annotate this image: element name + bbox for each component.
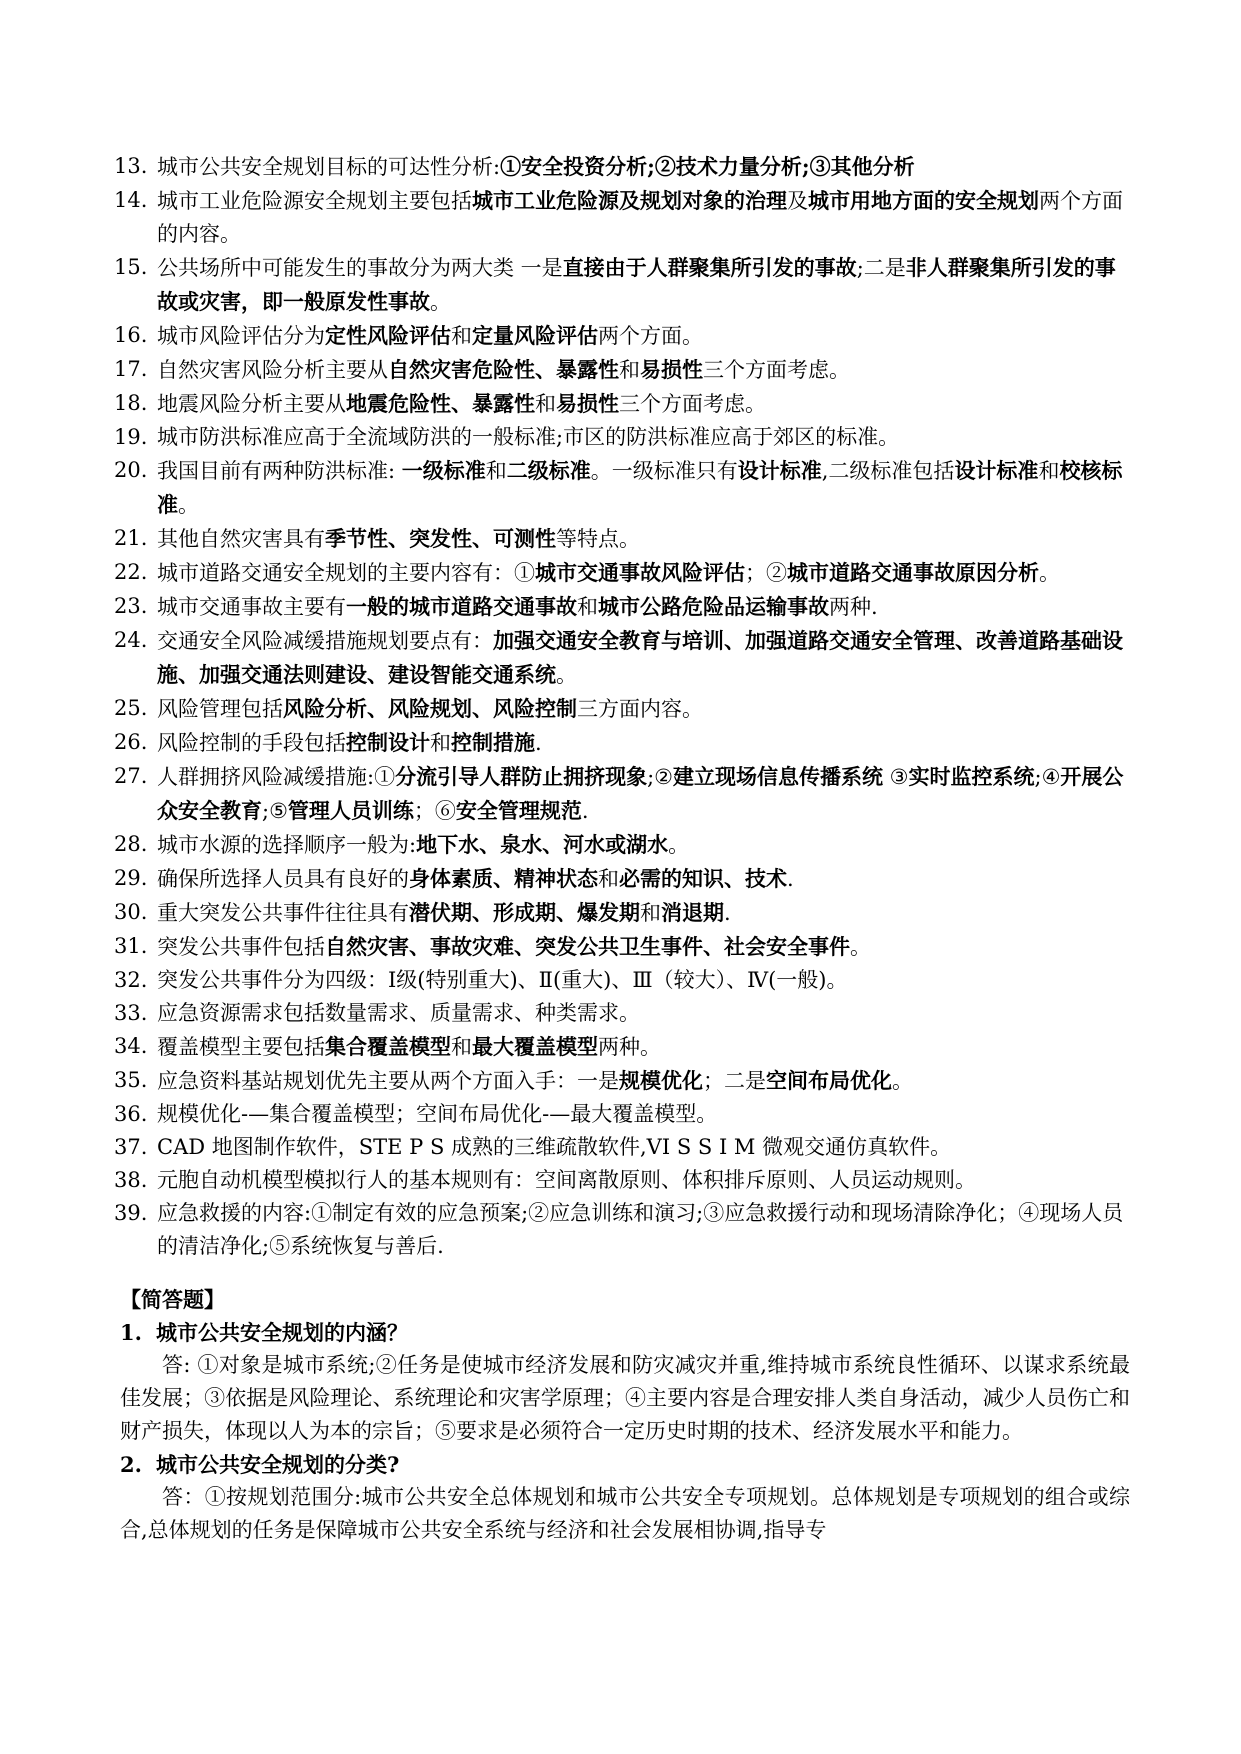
list-item: [0, 624, 1129, 692]
item-text: ,二级标准包括: [821, 459, 955, 483]
item-text: .: [535, 731, 542, 755]
item-number: 34.: [114, 1034, 148, 1058]
item-text: 重大突发公共事件往往具有: [157, 901, 409, 925]
item-text: 三方面内容。: [577, 697, 703, 721]
answer-text: 答: ①对象是城市系统;②任务是使城市经济发展和防灾减灾并重,维持城市系统良性循环、以谋求系统最佳发展；③依据是风险理论、系统理论和灾害学原理；④主要内容是合理安排人类自身活动，减少人员伤亡和财产损失，体现以人为本的宗旨；⑤要求是必须符合一定历史时期的技术、经济发展水平和能力。: [120, 1353, 1130, 1443]
item-number: 14.: [114, 188, 148, 212]
item-text: ；⑥: [413, 799, 456, 823]
item-text: ;⑤: [262, 799, 288, 823]
bold-term: 易损性: [640, 357, 703, 382]
list-item: [0, 1030, 1129, 1064]
bold-term: 定性风险评估: [325, 323, 451, 348]
item-text: 三个方面考虑。: [619, 392, 766, 416]
list-item: [0, 1164, 1129, 1197]
item-text: 和: [619, 358, 640, 382]
item-text: 和: [535, 392, 556, 416]
item-text: 。: [892, 1069, 913, 1093]
bold-term: 地震危险性、暴露性: [346, 391, 535, 416]
bold-term: 控制设计: [346, 730, 430, 755]
section-title: 【简答题】: [120, 1287, 225, 1312]
list-item: [0, 726, 1129, 760]
bold-term: 城市用地方面的安全规划: [808, 188, 1039, 213]
bold-term: 定量风险评估: [472, 323, 598, 348]
bold-term: 季节性、突发性、可测性: [325, 526, 556, 551]
item-text: 自然灾害风险分析主要从: [157, 358, 388, 382]
item-text: 两个方面。: [598, 324, 703, 348]
bold-term: 地下水、泉水、河水或湖水: [416, 832, 669, 857]
item-text: 和: [598, 867, 619, 891]
item-text: 应急资料基站规划优先主要从两个方面入手：一是: [157, 1069, 619, 1093]
short-answer-section: [120, 1283, 1130, 1547]
item-text: 和: [577, 595, 598, 619]
item-text: 突发公共事件包括: [157, 935, 325, 959]
item-text: 其他自然灾害具有: [157, 527, 325, 551]
bold-term: 非人群聚集所引发的事故或灾害，即一般原发性事故: [157, 255, 1116, 314]
item-text: 应急救援的内容:①制定有效的应急预案;②应急训练和演习;③应急救援行动和现场清除净化；④现场人员的清洁净化;⑤系统恢复与善后.: [157, 1201, 1124, 1258]
bold-term: 开展公众安全教育: [157, 764, 1124, 823]
item-text: 。: [668, 833, 690, 857]
question-text: 城市公共安全规划的分类?: [156, 1452, 400, 1477]
list-item: [0, 353, 1129, 387]
item-number: 36.: [114, 1102, 148, 1126]
question-title: [120, 1316, 1130, 1349]
bold-term: 城市公路危险品运输事故: [598, 594, 829, 619]
bold-term: 管理人员训练: [287, 798, 414, 823]
list-item: [0, 251, 1129, 319]
list-item: [0, 1098, 1129, 1131]
item-number: 25.: [114, 696, 148, 720]
question-1: [120, 1316, 1130, 1448]
item-number: 20.: [114, 458, 148, 482]
item-number: 39.: [114, 1201, 148, 1225]
bold-term: 必需的知识、技术: [619, 866, 787, 891]
item-text: 和: [451, 1035, 472, 1059]
list-item: [0, 522, 1129, 556]
bold-term: 集合覆盖模型: [325, 1034, 451, 1059]
item-text: 我国目前有两种防洪标准:: [157, 459, 402, 483]
item-text: ；二是: [703, 1069, 766, 1093]
item-text: 两个方面的内容。: [157, 189, 1123, 246]
item-text: ;④: [1034, 765, 1061, 789]
list-item: [0, 319, 1129, 353]
bold-term: 空间布局优化: [766, 1068, 892, 1093]
item-text: 。: [850, 935, 871, 959]
list-item: [0, 387, 1129, 421]
bold-term: 建立现场信息传播系统: [672, 764, 883, 789]
item-text: 突发公共事件分为四级：Ⅰ级(特别重大)、Ⅱ(重大)、Ⅲ（较大）、Ⅳ(一般)。: [157, 968, 848, 992]
item-number: 23.: [114, 594, 148, 618]
item-number: 33.: [114, 1001, 148, 1025]
item-text: 等特点。: [556, 527, 640, 551]
item-text: CAD 地图制作软件，STE P S 成熟的三维疏散软件,VI S S I M 微观交通仿真软件。: [157, 1135, 952, 1159]
item-text: ;二是: [856, 256, 906, 280]
item-text: 。: [178, 493, 199, 517]
item-text: 风险管理包括: [157, 697, 283, 721]
list-item: [0, 1197, 1129, 1263]
item-text: 元胞自动机模型模拟行人的基本规则有：空间离散原则、体积排斥原则、人员运动规则。: [157, 1168, 976, 1192]
item-number: 13.: [114, 154, 148, 178]
list-item: [0, 862, 1129, 896]
item-text: 覆盖模型主要包括: [157, 1035, 325, 1059]
item-number: 32.: [114, 968, 148, 992]
bold-term: 潜伏期、形成期、爆发期: [409, 900, 640, 925]
bold-term: 消退期: [661, 900, 724, 925]
bold-term: 实时监控系统: [908, 764, 1035, 789]
bold-term: 控制措施: [451, 730, 535, 755]
item-number: 21.: [114, 526, 148, 550]
item-text: 城市公共安全规划目标的可达性分析:: [157, 155, 501, 179]
list-item: [0, 930, 1129, 964]
item-text: 和: [640, 901, 661, 925]
list-item: [0, 964, 1129, 997]
item-number: 37.: [114, 1135, 148, 1159]
item-text: 和: [485, 459, 507, 483]
question-title: [120, 1448, 1130, 1481]
bold-term: 设计标准: [737, 458, 822, 483]
list-item: [0, 997, 1129, 1030]
bold-term: 身体素质、精神状态: [409, 866, 598, 891]
bold-term: 自然灾害危险性、暴露性: [388, 357, 619, 382]
question-number: 1.: [120, 1320, 142, 1345]
bold-term: ①安全投资分析;②技术力量分析;③其他分析: [500, 154, 915, 179]
item-number: 17.: [114, 357, 148, 381]
bold-term: 一级标准: [401, 458, 486, 483]
list-item: [0, 150, 1129, 184]
bold-term: 设计标准: [954, 458, 1039, 483]
list-item: [0, 828, 1129, 862]
item-text: 城市交通事故主要有: [157, 595, 346, 619]
item-number: 24.: [114, 628, 148, 652]
item-number: 29.: [114, 866, 148, 890]
item-text: 城市风险评估分为: [157, 324, 325, 348]
item-text: 公共场所中可能发生的事故分为两大类 一是: [157, 256, 563, 280]
bold-term: 风险分析、风险规划、风险控制: [283, 696, 577, 721]
item-text: 和: [1038, 459, 1060, 483]
list-item: [0, 590, 1129, 624]
item-number: 27.: [114, 764, 148, 788]
item-number: 18.: [114, 391, 148, 415]
bold-term: 规模优化: [619, 1068, 703, 1093]
item-text: 三个方面考虑。: [703, 358, 850, 382]
bold-term: 分流引导人群防止拥挤现象: [395, 764, 648, 789]
item-text: ;②: [647, 765, 673, 789]
question-2: [120, 1448, 1130, 1547]
item-text: 。一级标准只有: [590, 459, 738, 483]
item-number: 31.: [114, 934, 148, 958]
item-text: 人群拥挤风险减缓措施:①: [157, 765, 396, 789]
item-text: 规模优化-—集合覆盖模型；空间布局优化-—最大覆盖模型。: [157, 1102, 718, 1126]
item-text: 两种.: [829, 595, 878, 619]
bold-term: 安全管理规范: [455, 798, 582, 823]
item-text: 应急资源需求包括数量需求、质量需求、种类需求。: [157, 1001, 640, 1025]
item-number: 35.: [114, 1068, 148, 1092]
bold-term: 二级标准: [506, 458, 591, 483]
question-number: 2.: [120, 1452, 142, 1477]
item-text: 两种。: [598, 1035, 661, 1059]
list-item: [0, 556, 1129, 590]
question-text: 城市公共安全规划的内涵？: [156, 1320, 408, 1345]
bold-term: 城市道路交通事故原因分析: [787, 560, 1039, 585]
item-text: 。: [430, 290, 451, 314]
bold-term: 一般的城市道路交通事故: [346, 594, 577, 619]
item-text: .: [787, 867, 794, 891]
list-item: [0, 1131, 1129, 1164]
fill-in-answers-list: [0, 150, 1241, 1263]
item-text: 城市道路交通安全规划的主要内容有：①: [157, 561, 535, 585]
item-number: 19.: [114, 425, 148, 449]
item-text: 确保所选择人员具有良好的: [157, 867, 409, 891]
item-text: 交通安全风险减缓措施规划要点有：: [157, 629, 493, 653]
list-item: [0, 1064, 1129, 1098]
bold-term: 易损性: [556, 391, 619, 416]
bold-term: 城市工业危险源及规划对象的治理: [472, 188, 787, 213]
item-text: ；②: [745, 561, 787, 585]
item-number: 15.: [114, 255, 148, 279]
item-text: 。: [556, 663, 577, 687]
bold-term: 直接由于人群聚集所引发的事故: [562, 255, 857, 280]
answer-text: 答：①按规划范围分:城市公共安全总体规划和城市公共安全专项规划。总体规划是专项规划的组合或综合,总体规划的任务是保障城市公共安全系统与经济和社会发展相协调,指导专: [120, 1485, 1130, 1542]
list-item: [0, 454, 1129, 522]
item-number: 38.: [114, 1168, 148, 1192]
item-text: .: [581, 799, 589, 823]
item-text: 及: [787, 189, 808, 213]
item-text: .: [724, 901, 731, 925]
item-number: 26.: [114, 730, 148, 754]
bold-term: 城市交通事故风险评估: [535, 560, 745, 585]
item-text: 风险控制的手段包括: [157, 731, 346, 755]
list-item: [0, 896, 1129, 930]
bold-term: 加强交通安全教育与培训、加强道路交通安全管理、改善道路基础设施、加强交通法则建设、建设智能交通系统: [157, 628, 1123, 687]
item-number: 30.: [114, 900, 148, 924]
item-text: ③: [882, 765, 909, 789]
list-item: [0, 760, 1129, 828]
item-text: 城市水源的选择顺序一般为:: [157, 833, 417, 857]
list-item: [0, 692, 1129, 726]
item-number: 28.: [114, 832, 148, 856]
item-number: 16.: [114, 323, 148, 347]
bold-term: 自然灾害、事故灾难、突发公共卫生事件、社会安全事件: [325, 934, 850, 959]
item-text: 城市工业危险源安全规划主要包括: [157, 189, 472, 213]
item-text: 。: [1039, 561, 1060, 585]
item-text: 和: [430, 731, 451, 755]
item-text: 和: [451, 324, 472, 348]
list-item: [0, 421, 1129, 454]
bold-term: 最大覆盖模型: [472, 1034, 598, 1059]
bold-term: 校核标准: [157, 458, 1123, 517]
item-text: 地震风险分析主要从: [157, 392, 346, 416]
list-item: [0, 184, 1129, 251]
item-number: 22.: [114, 560, 148, 584]
item-text: 城市防洪标准应高于全流域防洪的一般标准;市区的防洪标准应高于郊区的标准。: [157, 425, 900, 449]
